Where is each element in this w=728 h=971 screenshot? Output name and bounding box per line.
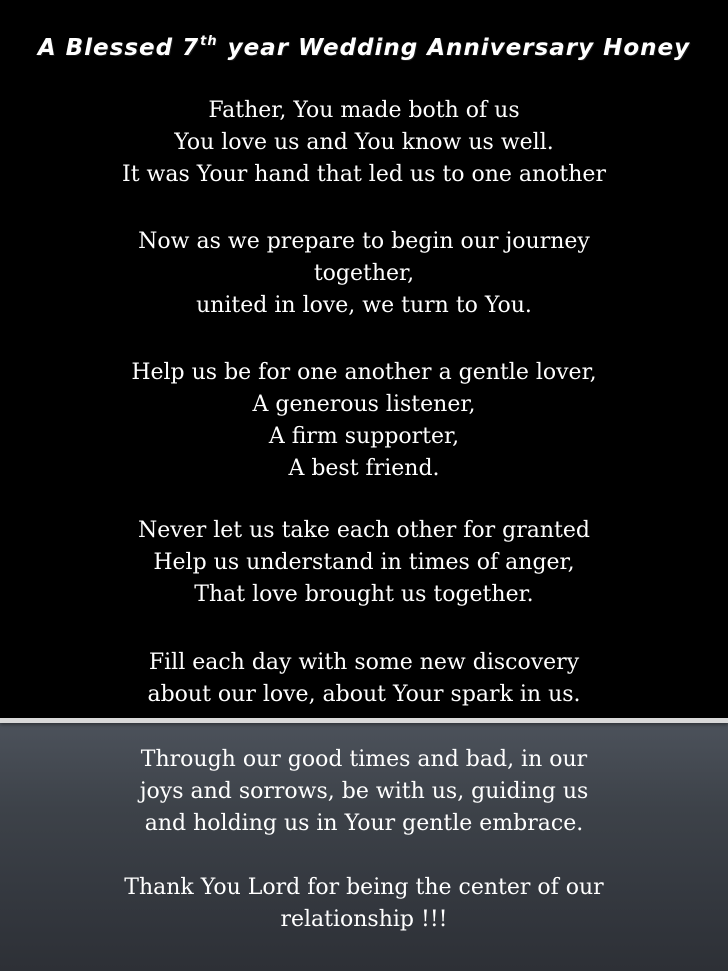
stanza-3 bbox=[0, 356, 728, 484]
stanza-6 bbox=[0, 743, 728, 839]
stanza-line: Fill each day with some new discovery bbox=[148, 650, 580, 675]
stanza-line: joys and sorrows, be with us, guiding us bbox=[139, 779, 589, 804]
stanza-4 bbox=[0, 514, 728, 610]
stanza-line: Thank You Lord for being the center of our bbox=[124, 875, 604, 900]
stanza-line: Help us understand in times of anger, bbox=[153, 550, 575, 575]
stanza-5 bbox=[0, 646, 728, 710]
stanza-line: united in love, we turn to You. bbox=[196, 293, 532, 318]
stanza-line: Father, You made both of us bbox=[208, 98, 520, 123]
stanza-line: Through our good times and bad, in our bbox=[140, 747, 588, 772]
stanza-line: A generous listener, bbox=[252, 392, 476, 417]
divider-line bbox=[0, 718, 728, 723]
stanza-1 bbox=[0, 94, 728, 190]
stanza-line: A firm supporter, bbox=[268, 424, 460, 449]
stanza-line: It was Your hand that led us to one another bbox=[122, 162, 606, 187]
stanza-line: Never let us take each other for granted bbox=[138, 518, 590, 543]
stanza-line: That love brought us together. bbox=[194, 582, 534, 607]
stanza-line: about our love, about Your spark in us. bbox=[147, 682, 581, 707]
stanza-line: together, bbox=[313, 261, 415, 286]
slide-title bbox=[0, 30, 728, 66]
stanza-line: relationship !!! bbox=[280, 907, 448, 932]
stanza-line: Now as we prepare to begin our journey bbox=[138, 229, 590, 254]
stanza-line: and holding us in Your gentle embrace. bbox=[144, 811, 584, 836]
title-part2: year Wedding Anniversary Honey bbox=[227, 35, 691, 61]
stanza-7 bbox=[0, 871, 728, 935]
stanza-2 bbox=[0, 225, 728, 321]
stanza-line: Help us be for one another a gentle lover, bbox=[131, 360, 597, 385]
title-superscript: th bbox=[200, 34, 218, 49]
stanza-line: You love us and You know us well. bbox=[174, 130, 554, 155]
title-part1: A Blessed 7 bbox=[37, 35, 200, 61]
stanza-line: A best friend. bbox=[288, 456, 440, 481]
